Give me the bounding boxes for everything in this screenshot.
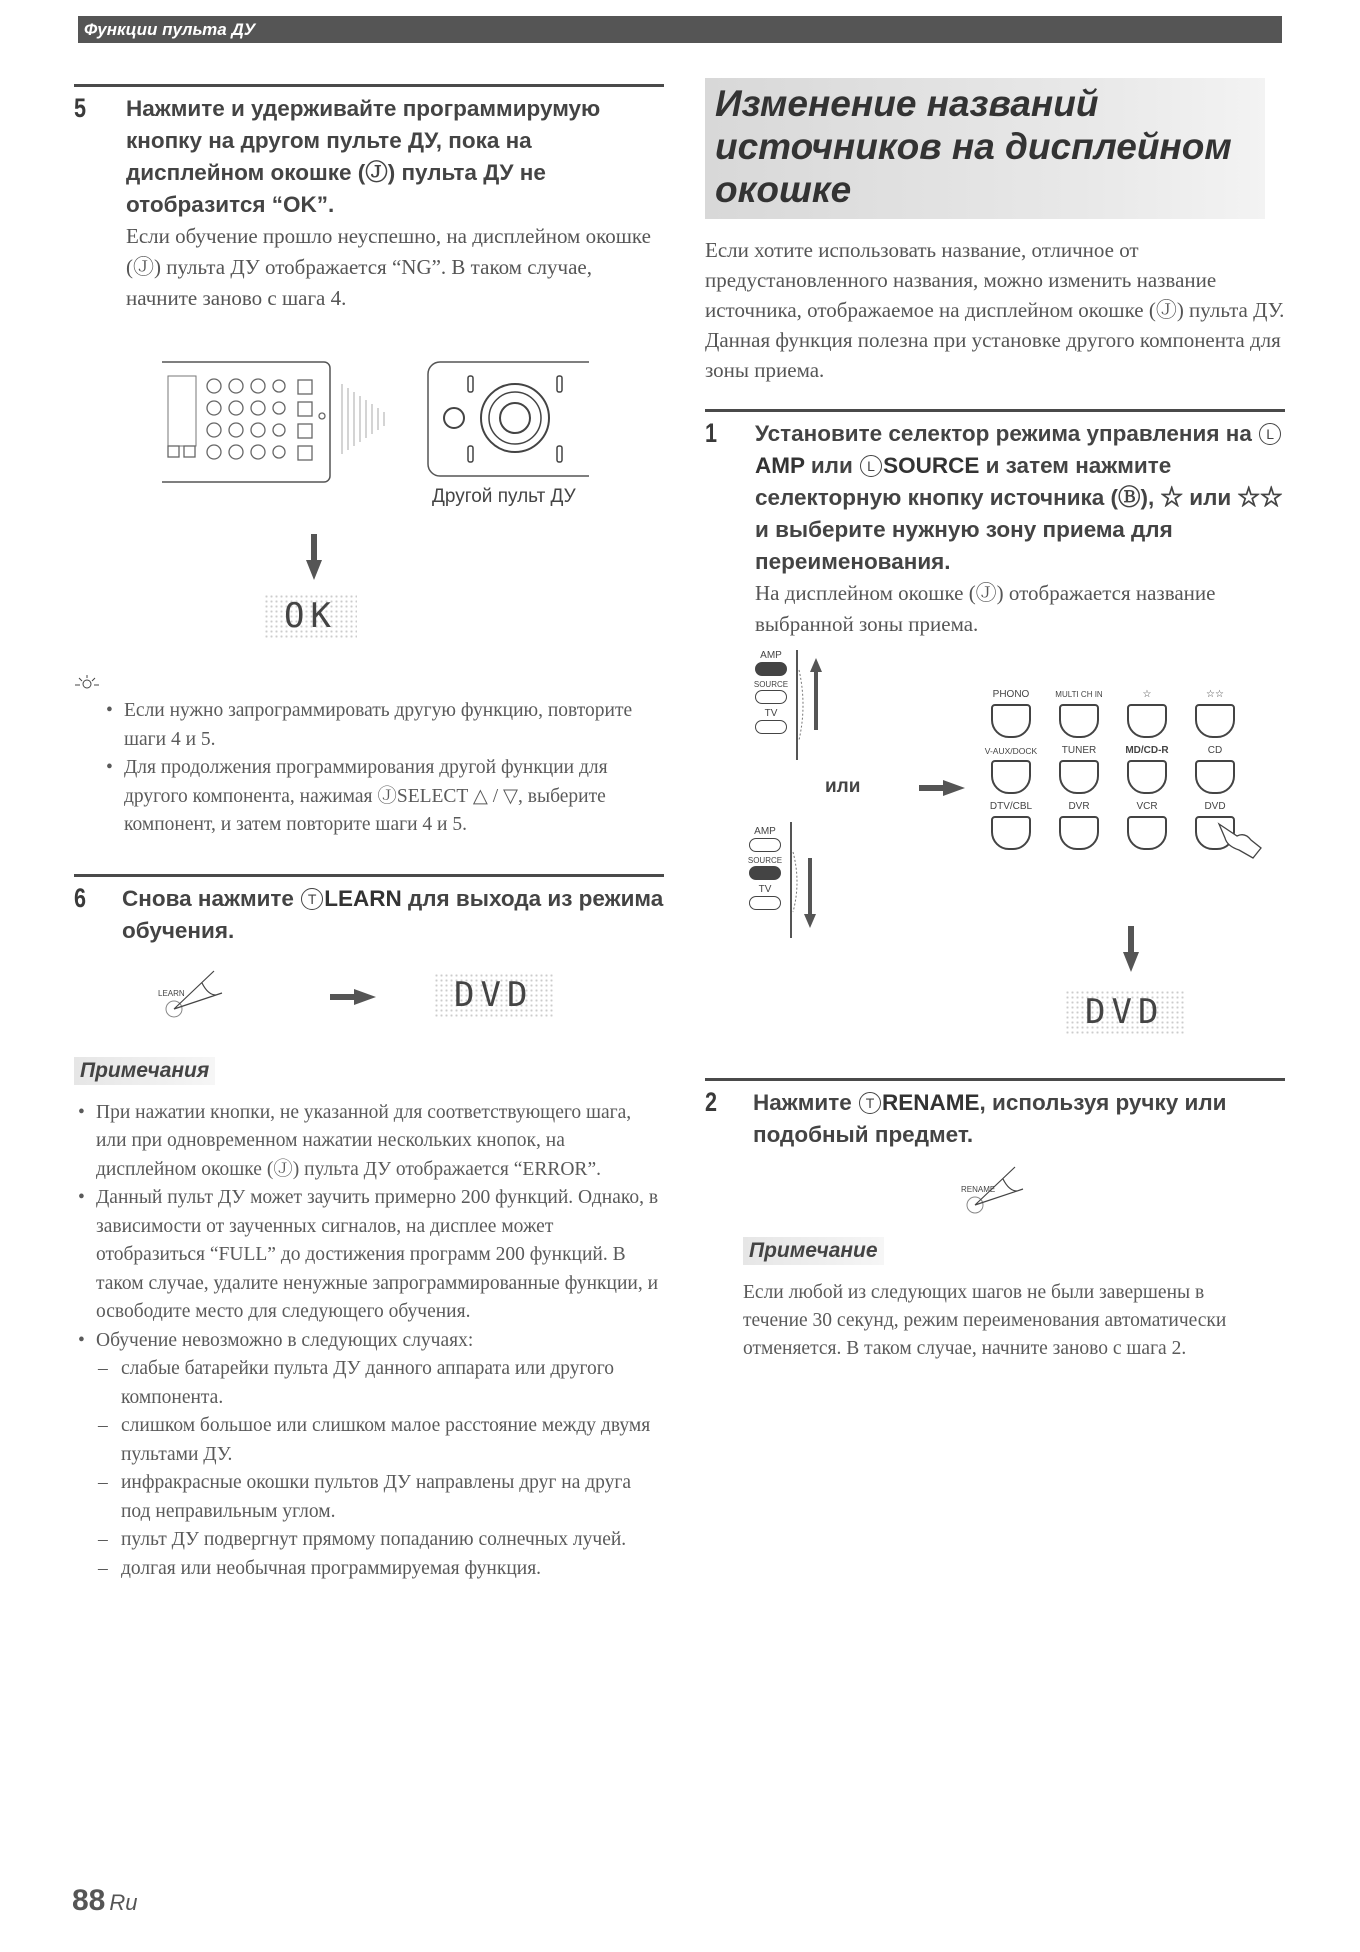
input-button-zone2[interactable]: ☆ (1113, 688, 1181, 738)
tip-item: • Для продолжения программирования другой функции для другого компонента, нажимая ⒿSELECT △ / ▽, выберите компонент, и затем повторите шаги 4 и 5. (102, 754, 664, 840)
input-button-zone3[interactable]: ☆☆ (1181, 688, 1249, 738)
language-code: Ru (109, 1890, 138, 1915)
learn-key: LEARN (324, 885, 402, 911)
note-item: • При нажатии кнопки, не указанной для соответствующего шага, или при одновременном нажатии нескольких кнопок, на дисплейном окошке (Ⓙ) пульта ДУ отображается “ERROR”. (74, 1099, 664, 1185)
tips-block (74, 674, 664, 840)
left-column (74, 84, 664, 1583)
selector-position (755, 720, 787, 734)
notes-block (74, 1057, 664, 1584)
input-button-cd[interactable]: CD (1181, 744, 1249, 794)
button-ref-circle: T (859, 1092, 881, 1114)
button-ref-circle: L (1259, 423, 1281, 445)
amp-key: AMP (755, 453, 805, 478)
display-window: DVD (434, 973, 553, 1017)
note-subitem: – пульт ДУ подвергнут прямому попаданию солнечных лучей. (96, 1526, 664, 1555)
learn-button-label: LEARN (158, 988, 185, 998)
step-1 (705, 409, 1285, 640)
arrow-right-icon (330, 987, 380, 1007)
selector-position (749, 838, 781, 852)
display-window: DVD (1065, 990, 1184, 1034)
rename-button-label: RENAME (961, 1185, 996, 1194)
selector-position (755, 662, 787, 676)
rename-key: RENAME (881, 1090, 980, 1115)
input-button-tuner[interactable]: TUNER (1045, 744, 1113, 794)
arrow-down-icon (304, 534, 324, 584)
step-number: 5 (74, 93, 87, 123)
step-6 (74, 874, 664, 947)
step-heading: Установите селектор режима управления на LAMP или L SOURCE и затем нажмите селекторную кнопку источника (Ⓑ), ☆ или ☆☆ и выберите нужную зону приема для переименования. (755, 421, 1283, 574)
input-button-dtv-cbl[interactable]: DTV/CBL (977, 800, 1045, 850)
source-select-figure (705, 650, 1285, 1050)
selector-position (749, 896, 781, 910)
pointing-hand-icon (1215, 820, 1265, 860)
input-button-dvr[interactable]: DVR (1045, 800, 1113, 850)
input-button-dvd[interactable]: DVD (1181, 800, 1249, 850)
figure-caption: Другой пульт ДУ (432, 486, 576, 507)
step-number: 2 (705, 1087, 718, 1117)
display-window: OK (264, 594, 357, 638)
rename-figure (705, 1151, 1285, 1231)
input-button-v-aux-dock[interactable]: V-AUX/DOCK (977, 744, 1045, 794)
step-2 (705, 1078, 1285, 1151)
step-body: Если обучение прошло неуспешно, на дисплейном окошке (Ⓙ) пульта ДУ отображается “NG”. В таком случае, начните заново с шага 4. (126, 224, 651, 310)
notes-sublist (96, 1355, 664, 1583)
mode-selector-source: AMP SOURCE TV (747, 826, 783, 914)
tip-item: • Если нужно запрограммировать другую функцию, повторите шаги 4 и 5. (102, 697, 664, 754)
button-ref-circle: L (860, 455, 882, 477)
note-title: Примечание (743, 1237, 884, 1265)
note-subitem: – долгая или необычная программируемая функция. (96, 1555, 664, 1584)
input-button-multi-ch-in[interactable]: MULTI CH IN (1045, 688, 1113, 738)
learn-figure (74, 947, 664, 1057)
learning-figure (74, 356, 664, 746)
selector-position (755, 690, 787, 704)
header-bar (78, 16, 1282, 43)
step-number: 1 (705, 418, 718, 448)
note-subitem: – слабые батарейки пульта ДУ данного аппарата или другого компонента. (96, 1355, 664, 1412)
step-body: На дисплейном окошке (Ⓙ) отображается название выбранной зоны приема. (755, 581, 1216, 636)
section-intro: Если хотите использовать название, отличное от предустановленного названия, можно изменить название источника, отображаемое на дисплейном окошке (Ⓙ) пульта ДУ. Данная функция полезна при установке другого компонента для зоны приема. (705, 238, 1285, 382)
arrow-down-icon (1121, 926, 1141, 976)
arrow-up-icon (795, 650, 825, 760)
note-subitem: – инфракрасные окошки пультов ДУ направлены друг на друга под неправильным углом. (96, 1469, 664, 1526)
input-selector-buttons (977, 688, 1249, 850)
notes-list (74, 1099, 664, 1584)
source-key: SOURCE (883, 453, 980, 478)
step-heading: Снова нажмите T LEARN для выхода из режима обучения. (122, 885, 664, 943)
tips-list (102, 697, 664, 840)
arrow-down-icon (789, 822, 819, 938)
notes-title: Примечания (74, 1057, 215, 1085)
button-ref-circle: T (301, 888, 323, 910)
step-5 (74, 84, 664, 314)
mode-selector-amp: AMP SOURCE TV (753, 650, 789, 738)
remote-illustration-icon (74, 356, 664, 506)
page-number: 88 Ru (72, 1884, 138, 1917)
input-button-phono[interactable]: PHONO (977, 688, 1045, 738)
note-item: • Данный пульт ДУ может заучить примерно 200 функций. Однако, в зависимости от заученных сигналов, на дисплее может отобразиться “FULL” до достижения программ 200 функций. В таком случае, удалите ненужные запрограммированные функции, и освободите место для следующего обучения. (74, 1184, 664, 1327)
note-block (743, 1237, 1285, 1363)
step-number: 6 (74, 882, 87, 913)
or-label: или (825, 776, 861, 797)
input-button-md-cd-r[interactable]: MD/CD-R (1113, 744, 1181, 794)
page-header-title: Функции пульта ДУ (84, 20, 256, 39)
step-heading: Нажмите T RENAME, используя ручку или подобный предмет. (753, 1090, 1227, 1147)
note-item: • Обучение невозможно в следующих случаях: – слабые батарейки пульта ДУ данного аппарата или другого компонента. – слишком большое или слишком малое расстояние между двумя пультами ДУ. – инфракрасные окошки пультов ДУ направлены друг на друга под неправильным углом. – пульт ДУ подвергнут прямому попаданию солнечных лучей. – долгая или необычная программируемая функция. (74, 1327, 664, 1584)
right-column (705, 78, 1285, 1363)
step-heading: Нажмите и удерживайте программирумую кнопку на другом пульте ДУ, пока на дисплейном окошке (Ⓙ) пульта ДУ не отобразится “OK”. (126, 96, 601, 217)
note-subitem: – слишком большое или слишком малое расстояние между двумя пультами ДУ. (96, 1412, 664, 1469)
input-button-vcr[interactable]: VCR (1113, 800, 1181, 850)
arrow-right-icon (919, 778, 969, 798)
selector-position (749, 866, 781, 880)
section-title: Изменение названий источников на дисплейном окошке (705, 78, 1265, 219)
note-text: Если любой из следующих шагов не были завершены в течение 30 секунд, режим переименования автоматически отменяется. В таком случае, начните заново с шага 2. (743, 1282, 1227, 1359)
